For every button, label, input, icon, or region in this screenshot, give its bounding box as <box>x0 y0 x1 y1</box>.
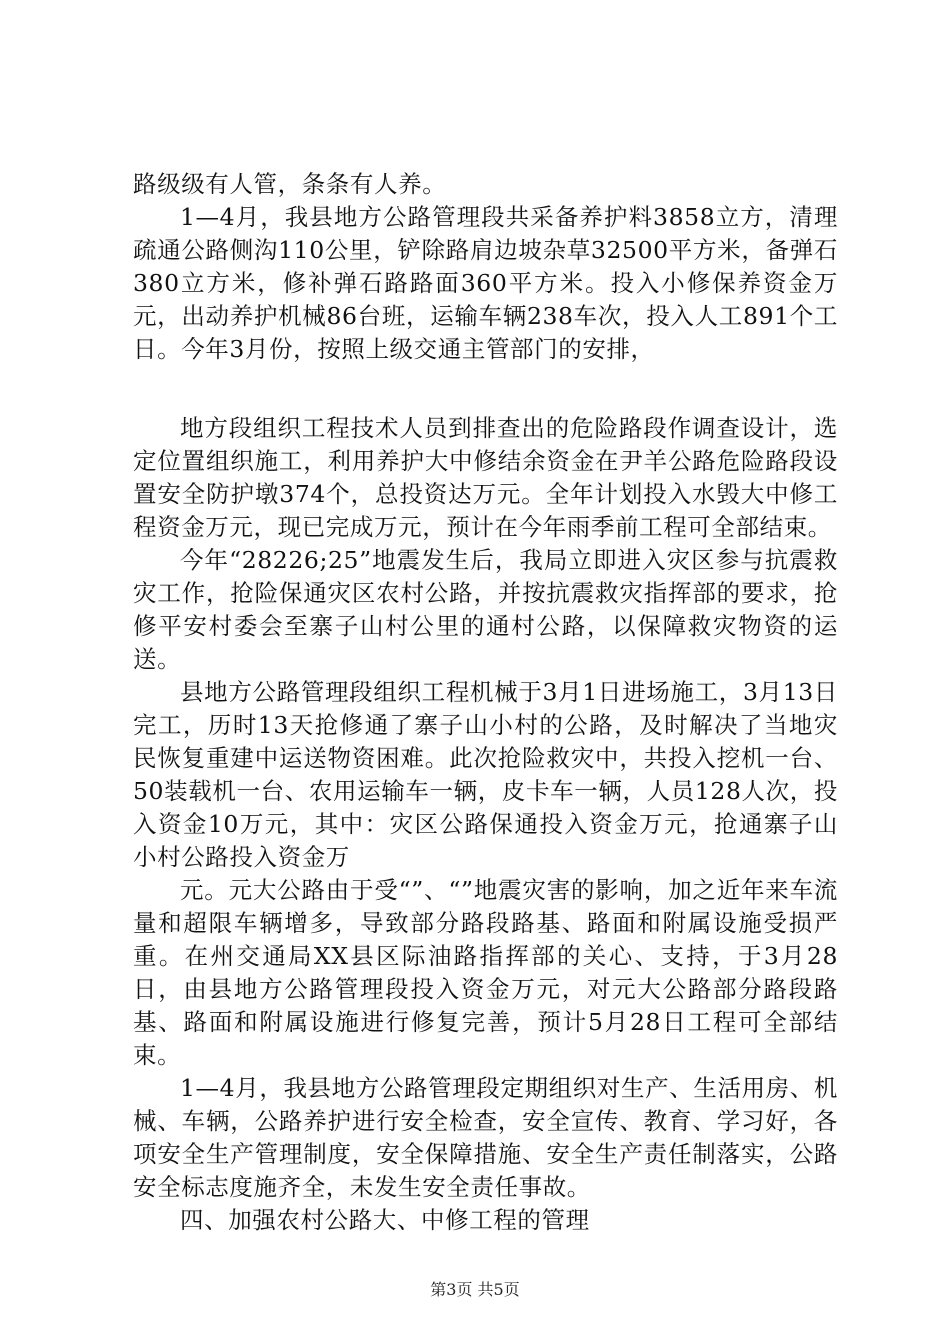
page-footer: 第3页 共5页 <box>430 1280 520 1299</box>
section-heading: 四、加强农村公路大、中修工程的管理 <box>180 1206 590 1234</box>
section-top <box>133 168 838 366</box>
paragraph-3: 地方段组织工程技术人员到排查出的危险路段作调查设计，选定位置组织施工，利用养护大中修结余资金在尹羊公路危险路段设置安全防护墩374个，总投资达万元。全年计划投入水毁大中修工程资金万元，现已完成万元，预计在今年雨季前工程可全部结束。 <box>133 414 838 541</box>
paragraph-gap <box>133 366 838 412</box>
section-bottom <box>133 412 838 1237</box>
paragraph-2: 1—4月，我县地方公路管理段共采备养护料3858立方，清理疏通公路侧沟110公里，铲除路肩边坡杂草32500平方米，备弹石380立方米，修补弹石路路面360平方米。投入小修保养资金万元，出动养护机械86台班，运输车辆238车次，投入人工891个工日。今年3月份，按照上级交通主管部门的安排， <box>133 203 838 363</box>
document-body <box>133 168 838 1237</box>
paragraph-6: 元。元大公路由于受“”、“”地震灾害的影响，加之近年来车流量和超限车辆增多，导致部分路段路基、路面和附属设施受损严重。在州交通局XX县区际油路指挥部的关心、支持，于3月28日，由县地方公路管理段投入资金万元，对元大公路部分路段路基、路面和附属设施进行修复完善，预计5月28日工程可全部结束。 <box>133 876 838 1069</box>
paragraph-4: 今年“28226;25”地震发生后，我局立即进入灾区参与抗震救灾工作，抢险保通灾区农村公路，并按抗震救灾指挥部的要求，抢修平安村委会至寨子山村公里的通村公路，以保障救灾物资的运送。 <box>133 546 838 673</box>
paragraph-5: 县地方公路管理段组织工程机械于3月1日进场施工，3月13日完工，历时13天抢修通了寨子山小村的公路，及时解决了当地灾民恢复重建中运送物资困难。此次抢险救灾中，共投入挖机一台、50装载机一台、农用运输车一辆，皮卡车一辆，人员128人次，投入资金10万元，其中：灾区公路保通投入资金万元，抢通寨子山小村公路投入资金万 <box>133 678 838 871</box>
paragraph-7: 1—4月，我县地方公路管理段定期组织对生产、生活用房、机械、车辆，公路养护进行安全检查，安全宣传、教育、学习好，各项安全生产管理制度，安全保障措施、安全生产责任制落实，公路安全标志度施齐全，未发生安全责任事故。 <box>133 1074 838 1201</box>
paragraph-1: 路级级有人管，条条有人养。 <box>133 170 447 198</box>
